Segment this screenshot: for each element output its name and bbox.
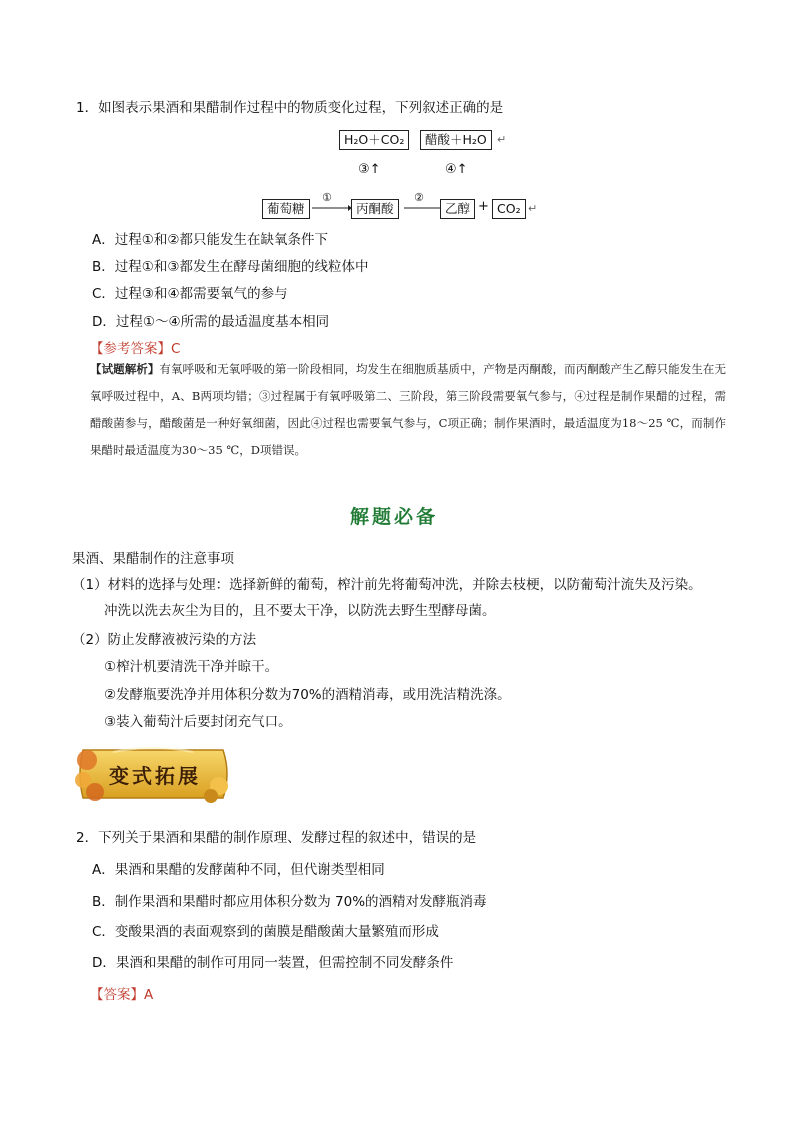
- box-pyruvate: 丙酮酸: [351, 199, 399, 219]
- box-ethanol: 乙醇: [440, 199, 475, 219]
- section-p1-line1: （1）材料的选择与处理：选择新鲜的葡萄，榨汁前先将葡萄冲洗，并除去枝梗，以防葡萄汁流失及污染。: [72, 577, 702, 593]
- q1-option-d: D．过程①～④所需的最适温度基本相同: [92, 314, 330, 330]
- badge-text: 变式拓展: [109, 764, 201, 788]
- explanation-label: 【试题解析】: [90, 362, 160, 376]
- q2-option-a: A．果酒和果醋的发酵菌种不同，但代谢类型相同: [92, 862, 385, 878]
- section-item-2: ②发酵瓶要洗净并用体积分数为70%的酒精消毒，或用洗洁精洗涤。: [104, 687, 511, 703]
- answer-label: 【参考答案】: [90, 341, 171, 357]
- box-acid-h2o: 醋酸＋H₂O: [420, 130, 492, 150]
- answer-value: A: [144, 987, 154, 1003]
- arrow-1-icon: [312, 192, 352, 216]
- q2-option-b: B．制作果酒和果醋时都应用体积分数为 70%的酒精对发酵瓶消毒: [92, 894, 487, 910]
- section-title: 解题必备: [350, 506, 439, 528]
- answer-value: C: [171, 341, 181, 357]
- section-p1-line2: 冲洗以洗去灰尘为目的，且不要太干净，以防洗去野生型酵母菌。: [104, 603, 496, 619]
- q1-option-c: C．过程③和④都需要氧气的参与: [92, 286, 288, 302]
- section-item-1: ①榨汁机要清洗干净并晾干。: [104, 659, 279, 675]
- arrow-2-label: ②: [414, 191, 424, 204]
- section-p2: （2）防止发酵液被污染的方法: [72, 632, 257, 648]
- step-4-label: ④↑: [445, 162, 468, 177]
- return-mark-icon: ↵: [497, 133, 507, 146]
- q1-option-a: A．过程①和②都只能发生在缺氧条件下: [92, 232, 328, 248]
- return-mark-icon: ↵: [528, 202, 538, 215]
- q1-option-b: B．过程①和③都发生在酵母菌细胞的线粒体中: [92, 259, 369, 275]
- q1-stem: 1．如图表示果酒和果醋制作过程中的物质变化过程，下列叙述正确的是: [76, 100, 504, 116]
- box-glucose: 葡萄糖: [262, 199, 310, 219]
- q1-explanation: [90, 356, 726, 464]
- section-heading: 果酒、果醋制作的注意事项: [72, 551, 234, 567]
- arrow-1-label: ①: [322, 191, 332, 204]
- plus-sign: +: [478, 199, 489, 214]
- box-h2o-co2: H₂O＋CO₂: [339, 130, 409, 150]
- q2-option-c: C．变酸果酒的表面观察到的菌膜是醋酸菌大量繁殖而形成: [92, 924, 439, 940]
- step-3-label: ③↑: [358, 162, 381, 177]
- box-co2: CO₂: [492, 199, 526, 219]
- q1-answer: [90, 337, 180, 357]
- variant-badge: [73, 740, 235, 808]
- section-item-3: ③装入葡萄汁后要封闭充气口。: [104, 714, 292, 730]
- arrow-2-icon: [404, 192, 444, 216]
- q2-option-d: D．果酒和果醋的制作可用同一装置，但需控制不同发酵条件: [92, 955, 454, 971]
- explanation-text: 有氧呼吸和无氧呼吸的第一阶段相同，均发生在细胞质基质中，产物是丙酮酸，而丙酮酸产生乙醇只能发生在无氧呼吸过程中，A、B两项均错；③过程属于有氧呼吸第二、三阶段，第三阶段需要氧气参与，④过程是制作果醋的过程，需醋酸菌参与，醋酸菌是一种好氧细菌，因此④过程也需要氧气参与，C项正确；制作果酒时，最适温度为18～25 ℃，而制作果醋时最适温度为30～35 ℃，D项错误。: [90, 362, 726, 457]
- q2-stem: 2．下列关于果酒和果醋的制作原理、发酵过程的叙述中，错误的是: [76, 830, 477, 846]
- q2-answer: [90, 983, 153, 1003]
- answer-label: 【答案】: [90, 987, 144, 1003]
